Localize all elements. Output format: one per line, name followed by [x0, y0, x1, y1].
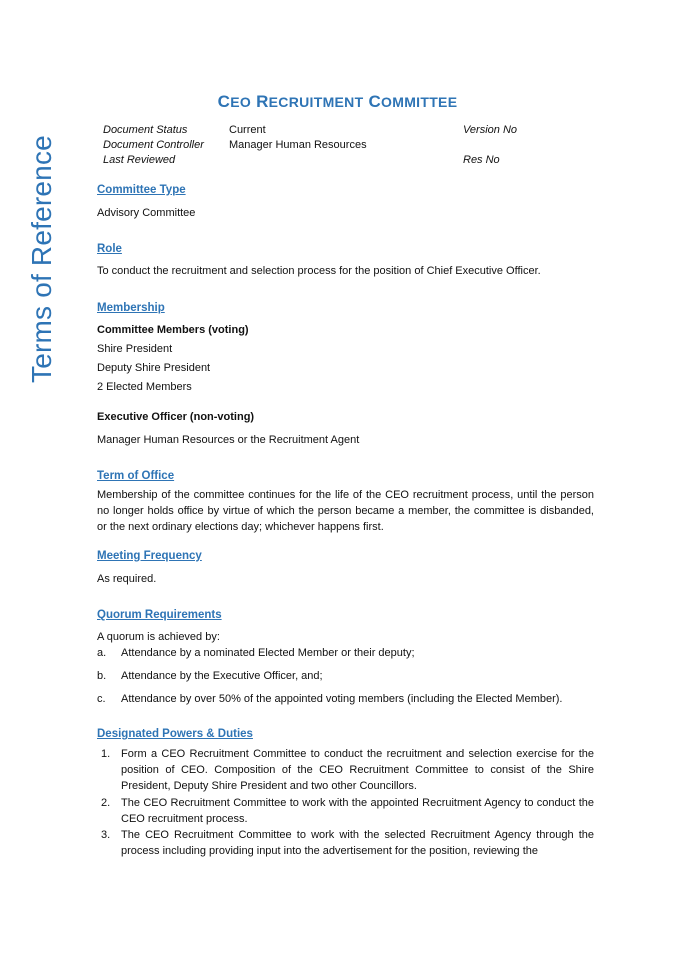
list-text: Attendance by over 50% of the appointed voting members (including the Elected Member). [121, 693, 563, 705]
list-marker: a. [97, 647, 107, 659]
voting-member: Deputy Shire President [97, 362, 211, 374]
meeting-frequency-text: As required. [97, 573, 157, 585]
voting-member: 2 Elected Members [97, 381, 192, 393]
list-marker: 1. [101, 748, 111, 760]
list-text: The CEO Recruitment Committee to work with the appointed Recruitment Agency to conduct the CEO recruitment process. [121, 797, 594, 825]
list-item [97, 746, 594, 794]
voting-members-heading: Committee Members (voting) [97, 324, 249, 336]
document-meta-table [103, 124, 563, 169]
res-label: Res No [463, 154, 500, 166]
status-label: Document Status [103, 124, 188, 136]
committee-type-heading: Committee Type [97, 184, 186, 196]
reviewed-label: Last Reviewed [103, 154, 176, 166]
executive-officer-heading: Executive Officer (non-voting) [97, 411, 255, 423]
list-item [97, 795, 594, 827]
voting-member: Shire President [97, 343, 173, 355]
role-text: To conduct the recruitment and selection process for the position of Chief Executive Officer. [97, 265, 541, 277]
list-item [97, 827, 594, 859]
list-text: Attendance by a nominated Elected Member or their deputy; [121, 647, 415, 659]
term-of-office-text: Membership of the committee continues for the life of the CEO recruitment process, until the person no longer holds office by virtue of which the person became a member, the committee is disbanded, or the next ordinary elections day; whichever happens first. [97, 489, 594, 533]
document-title: CEO RECRUITMENT COMMITTEE [217, 92, 458, 111]
membership-heading: Membership [97, 302, 165, 314]
quorum-heading: Quorum Requirements [97, 609, 222, 621]
list-marker: 3. [101, 829, 111, 841]
powers-heading: Designated Powers & Duties [97, 728, 253, 740]
list-marker: 2. [101, 797, 111, 809]
side-label: Terms of Reference [26, 135, 57, 383]
quorum-intro: A quorum is achieved by: [97, 631, 220, 643]
committee-type-text: Advisory Committee [97, 207, 196, 219]
executive-officer-text: Manager Human Resources or the Recruitment Agent [97, 434, 360, 446]
list-text: The CEO Recruitment Committee to work with the selected Recruitment Agency through the process including providing input into the advertisement for the position, reviewing the [121, 829, 594, 857]
role-heading: Role [97, 243, 122, 255]
status-value: Current [229, 124, 266, 136]
controller-value: Manager Human Resources [229, 139, 367, 151]
list-marker: c. [97, 693, 106, 705]
list-text: Attendance by the Executive Officer, and; [121, 670, 323, 682]
meeting-frequency-heading: Meeting Frequency [97, 550, 202, 562]
list-text: Form a CEO Recruitment Committee to conduct the recruitment and selection exercise for the position of CEO. Composition of the CEO Recruitment Committee to consist of the Shire President, Deputy Shire President and two other Councillors. [121, 748, 594, 792]
controller-label: Document Controller [103, 139, 204, 151]
version-label: Version No [463, 124, 518, 136]
term-of-office-heading: Term of Office [97, 470, 175, 482]
list-marker: b. [97, 670, 107, 682]
